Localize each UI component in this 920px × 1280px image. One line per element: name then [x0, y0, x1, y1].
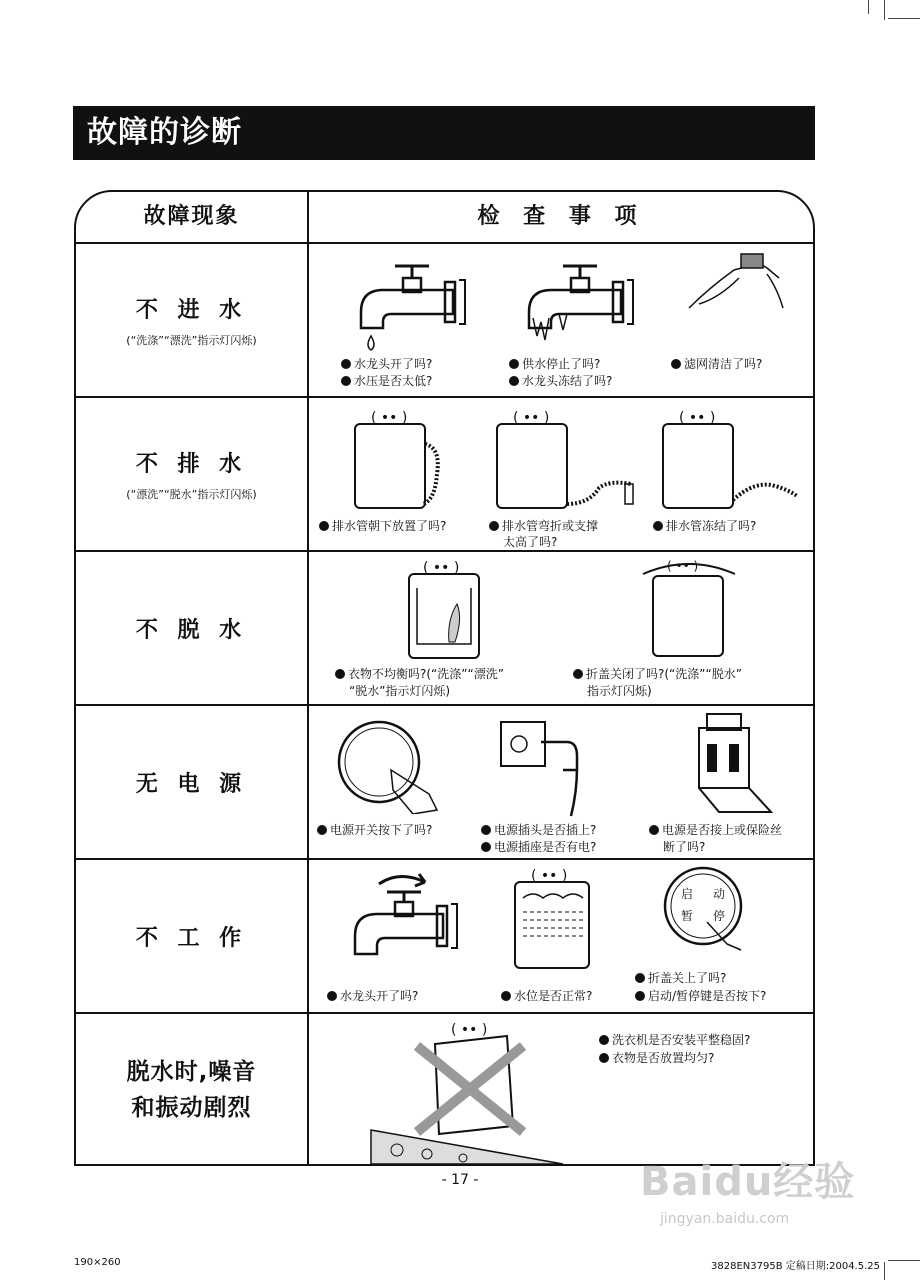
symptom-label: 不 脱 水: [135, 617, 248, 643]
check-caption: 水龙头开了吗?: [327, 988, 418, 1005]
check-caption: 电源是否接上或保险丝: [649, 822, 782, 839]
header-symptom: 故障现象: [143, 204, 240, 229]
table-row: [76, 860, 813, 1014]
washer-unbalanced-illustration: [399, 558, 489, 662]
filter-cleaning-illustration: [679, 248, 789, 318]
check-cell: [309, 860, 813, 1012]
page-number: - 17 -: [441, 1172, 479, 1188]
check-caption: 水位是否正常?: [501, 988, 592, 1005]
check-caption: 电源插头是否插上?: [481, 822, 596, 839]
check-caption: 水龙头开了吗?: [341, 356, 432, 373]
diagnosis-table: [74, 190, 815, 1166]
symptom-label-line: 和振动剧烈: [131, 1095, 252, 1121]
symptom-cell: [76, 398, 307, 550]
svg-text:( •• ): ( •• ): [423, 560, 460, 576]
crop-mark: [888, 1260, 920, 1261]
footer-code-date: 3828EN3795B 定稿日期:2004.5.25: [711, 1261, 880, 1272]
check-caption: 滤网清洁了吗?: [671, 356, 762, 373]
crop-mark: [868, 0, 869, 14]
dial-label: 动: [713, 887, 726, 901]
tilted-washer-illustration: [367, 1016, 567, 1164]
dial-label: 停: [713, 909, 726, 923]
dial-label: 暂: [681, 909, 694, 923]
crop-mark: [888, 18, 920, 19]
check-cell: [309, 1014, 813, 1166]
dial-label: 启: [681, 887, 694, 901]
check-caption: 洗衣机是否安装平整稳固?: [599, 1032, 750, 1049]
symptom-label-line: 脱水时,噪音: [126, 1059, 257, 1085]
svg-text:( •• ): ( •• ): [679, 410, 716, 426]
svg-text:( •• ): ( •• ): [513, 410, 550, 426]
washer-water-level-illustration: [503, 864, 603, 972]
check-caption: 供水停止了吗?: [509, 356, 600, 373]
table-row: [76, 398, 813, 552]
svg-text:( •• ): ( •• ): [371, 410, 408, 426]
page-title: 故障的诊断: [73, 106, 815, 160]
footer-size: 190×260: [74, 1257, 121, 1268]
symptom-cell: [76, 706, 307, 858]
check-caption: 衣物不均衡吗?(“洗涤”“漂洗”: [335, 666, 504, 683]
check-caption: 折盖关闭了吗?(“洗涤”“脱水”: [573, 666, 742, 683]
washer-drain-frozen-illustration: [655, 404, 805, 512]
table-header: [76, 192, 813, 244]
symptom-note: (“漂洗”“脱水”指示灯闪烁): [126, 487, 257, 501]
check-caption: 水龙头冻结了吗?: [509, 373, 612, 390]
check-caption-continued: 断了吗?: [663, 840, 706, 854]
check-cell: [309, 706, 813, 858]
symptom-label: 不 排 水: [135, 451, 248, 477]
symptom-label: 不 进 水: [135, 297, 248, 323]
check-caption: 电源开关按下了吗?: [317, 822, 432, 839]
check-caption: 排水管朝下放置了吗?: [319, 518, 446, 535]
faucet-open-illustration: [339, 866, 469, 970]
check-caption: 电源插座是否有电?: [481, 839, 596, 856]
check-cell: [309, 552, 813, 704]
table-row: [76, 244, 813, 398]
check-caption-continued: 指示灯闪烁): [587, 684, 652, 698]
header-check: 检 查 事 项: [477, 204, 645, 229]
frozen-faucet-illustration: [509, 252, 639, 352]
faucet-illustration: [341, 252, 471, 352]
check-caption-continued: “脱水”指示灯闪烁): [349, 684, 451, 698]
check-cell: [309, 398, 813, 550]
washer-lid-open-illustration: [629, 552, 749, 662]
check-caption: 启动/暂停键是否按下?: [635, 988, 766, 1005]
crop-mark: [884, 1262, 885, 1280]
symptom-cell: [76, 244, 307, 396]
symptom-cell: [76, 860, 307, 1012]
symptom-label: 无 电 源: [135, 771, 248, 797]
symptom-note: (“洗涤”“漂洗”指示灯闪烁): [126, 333, 257, 347]
washer-drain-down-illustration: [345, 404, 455, 512]
watermark: [640, 1150, 890, 1240]
check-caption: 排水管弯折或支撑: [489, 518, 598, 535]
check-caption: 排水管冻结了吗?: [653, 518, 756, 535]
svg-text:( •• ): ( •• ): [451, 1022, 488, 1038]
table-row: [76, 552, 813, 706]
check-caption: 水压是否太低?: [341, 373, 432, 390]
power-button-illustration: [333, 714, 443, 814]
fuse-box-illustration: [689, 708, 775, 818]
watermark-url: jingyan.baidu.com: [660, 1211, 790, 1227]
table-row: [76, 706, 813, 860]
check-caption: 折盖关上了吗?: [635, 970, 726, 987]
washer-drain-bent-illustration: [489, 404, 639, 512]
svg-text:( •• ): ( •• ): [667, 559, 699, 573]
check-cell: [309, 244, 813, 396]
power-plug-illustration: [493, 712, 603, 820]
symptom-cell: [76, 552, 307, 704]
start-pause-dial-illustration: [661, 864, 751, 954]
svg-text:( •• ): ( •• ): [531, 868, 568, 884]
watermark-brand: Baidu经验: [640, 1159, 856, 1205]
check-caption-continued: 太高了吗?: [503, 535, 558, 549]
symptom-cell: [76, 1014, 307, 1166]
table-row: [76, 1014, 813, 1166]
symptom-label: 不 工 作: [135, 925, 248, 951]
check-caption: 衣物是否放置均匀?: [599, 1050, 714, 1067]
crop-mark: [884, 0, 885, 20]
